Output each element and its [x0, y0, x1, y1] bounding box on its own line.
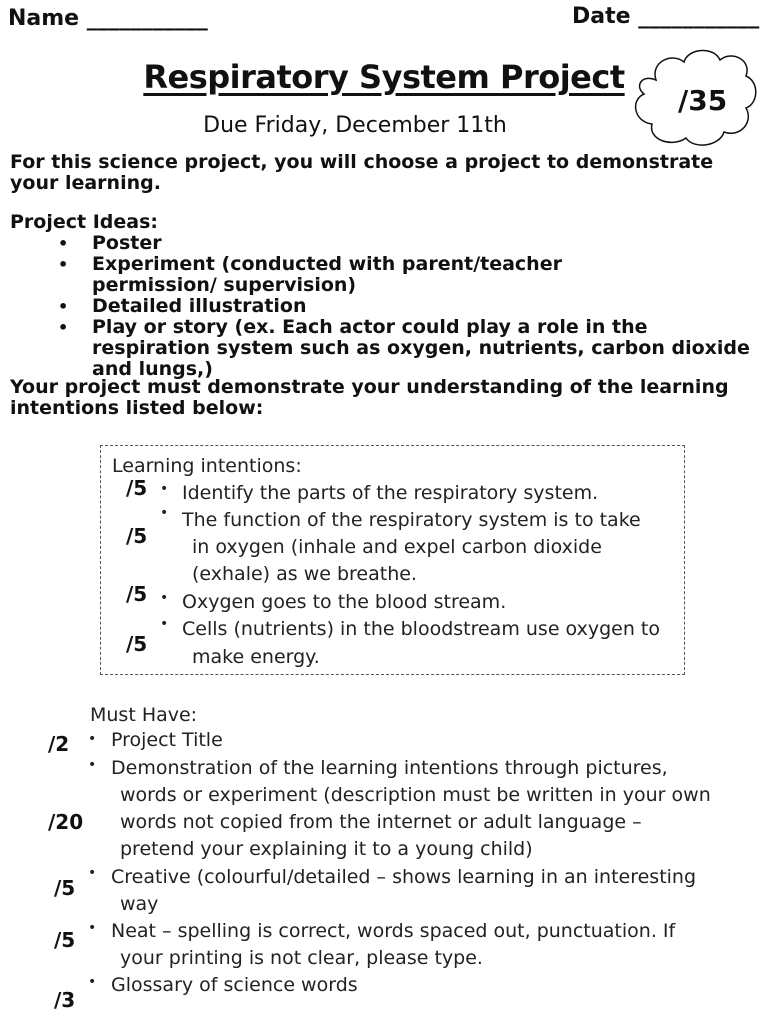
must-have-line: Neat – spelling is correct, words spaced out, punctuation. If [111, 920, 676, 942]
bullet: • [160, 616, 169, 632]
bullet: • [160, 505, 169, 521]
must-have-line: way [120, 893, 159, 915]
intention-score: /5 [126, 632, 148, 656]
list-item: • Poster [10, 233, 760, 254]
intentions-heading: Learning intentions: [112, 455, 302, 477]
must-have-score: /20 [48, 810, 84, 834]
intention-line: make energy. [192, 646, 320, 668]
intention-line: Identify the parts of the respiratory system. [182, 482, 599, 504]
list-item: • Experiment (conducted with parent/teacher permission/ supervision) [10, 254, 760, 296]
intro-text: For this science project, you will choose a project to demonstrate your learning. [10, 151, 714, 194]
must-have-line: words or experiment (description must be written in your own [120, 784, 711, 806]
intention-line: The function of the respiratory system is to take [182, 509, 641, 531]
must-have-line: your printing is not clear, please type. [120, 947, 483, 969]
intention-line: Cells (nutrients) in the bloodstream use oxygen to [182, 618, 660, 640]
bullet: • [88, 865, 97, 881]
must-have-heading: Must Have: [90, 704, 198, 726]
bullet: • [88, 920, 97, 936]
must-have-score: /5 [54, 928, 76, 952]
demonstrate-text: Your project must demonstrate your understanding of the learning intentions listed below: [10, 376, 729, 419]
must-have-score: /5 [54, 876, 76, 900]
bullet: • [160, 590, 169, 606]
ideas-heading: Project Ideas: [10, 211, 158, 233]
ideas-list [10, 233, 760, 380]
must-have-line: Creative (colourful/detailed – shows learning in an interesting [111, 866, 697, 888]
must-have-line: words not copied from the internet or adult language – [120, 811, 642, 833]
total-score: /35 [678, 84, 728, 117]
bullet: • [88, 757, 97, 773]
must-have-score: /2 [48, 732, 70, 756]
date-field-label: Date ___________ [572, 4, 760, 29]
due-date: Due Friday, December 11th [203, 113, 507, 138]
name-field-label: Name ___________ [8, 6, 208, 31]
must-have-line: Demonstration of the learning intentions through pictures, [111, 757, 668, 779]
must-have-line: pretend your explaining it to a young child) [120, 838, 533, 860]
list-item: • Detailed illustration [10, 296, 760, 317]
intention-line: (exhale) as we breathe. [192, 563, 417, 585]
bullet: • [88, 974, 97, 990]
bullet: • [88, 731, 97, 747]
intention-line: Oxygen goes to the blood stream. [182, 591, 507, 613]
must-have-score: /3 [54, 988, 76, 1012]
must-have-line: Glossary of science words [111, 974, 358, 996]
page-title: Respiratory System Project [143, 58, 625, 96]
intention-score: /5 [126, 524, 148, 548]
bullet: • [160, 481, 169, 497]
intention-line: in oxygen (inhale and expel carbon dioxide [192, 536, 602, 558]
list-item: • Play or story (ex. Each actor could play a role in the respiration system such as oxygen, nutrients, carbon dioxide and lungs,) [10, 317, 760, 380]
intention-score: /5 [126, 582, 148, 606]
must-have-line: Project Title [111, 729, 223, 751]
intention-score: /5 [126, 476, 148, 500]
